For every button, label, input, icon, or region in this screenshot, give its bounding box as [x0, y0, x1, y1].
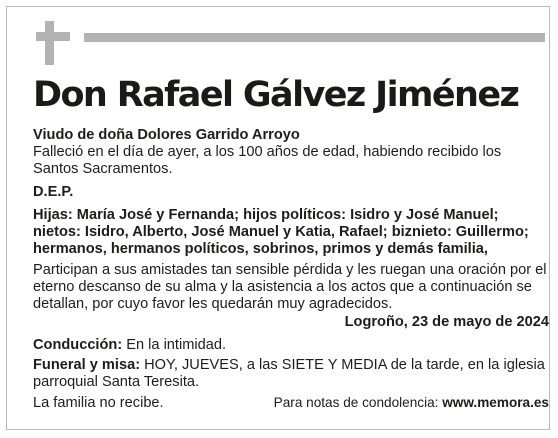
no-visits: La familia no recibe.	[33, 395, 164, 411]
condolence-link[interactable]: www.memora.es	[442, 395, 549, 410]
conduccion-line	[33, 337, 549, 354]
condolence-note	[274, 394, 549, 411]
funeral-line	[33, 357, 549, 391]
condolence-label: Para notas de condolencia:	[273, 395, 439, 410]
conduccion-label: Conducción:	[33, 337, 123, 353]
family-list: Hijas: María José y Fernanda; hijos políticos: Isidro y José Manuel; nietos: Isidro, Alberto, José Manuel y Katia, Rafael; biznieto: Guillermo; hermanos, hermanos políticos, sobrinos, primos y demás familia,	[33, 207, 529, 257]
widow-line: Viudo de doña Dolores Garrido Arroyo	[33, 127, 300, 143]
deceased-name: Don Rafael Gálvez Jiménez	[33, 75, 519, 115]
dep-line: D.E.P.	[33, 184, 74, 200]
place-date: Logroño, 23 de mayo de 2024	[344, 314, 549, 330]
notice-frame	[6, 6, 550, 430]
family-message: Participan a sus amistades tan sensible pérdida y les ruegan una oración por el eterno descanso de su alma y la asistencia a los actos que a continuación se detallan, por cuyo favor les quedarán muy agradecidos.	[33, 262, 547, 312]
conduccion-text: En la intimidad.	[126, 337, 227, 353]
funeral-label: Funeral y misa:	[33, 357, 141, 373]
closing-line	[33, 394, 549, 412]
notice-body	[33, 127, 549, 412]
header-rule	[84, 33, 545, 42]
death-line: Falleció en el día de ayer, a los 100 años de edad, habiendo recibido los Santos Sacramentos.	[33, 144, 502, 177]
funeral-text: HOY, JUEVES, a las SIETE Y MEDIA de la tarde, en la iglesia parroquial Santa Teresita.	[33, 357, 545, 390]
